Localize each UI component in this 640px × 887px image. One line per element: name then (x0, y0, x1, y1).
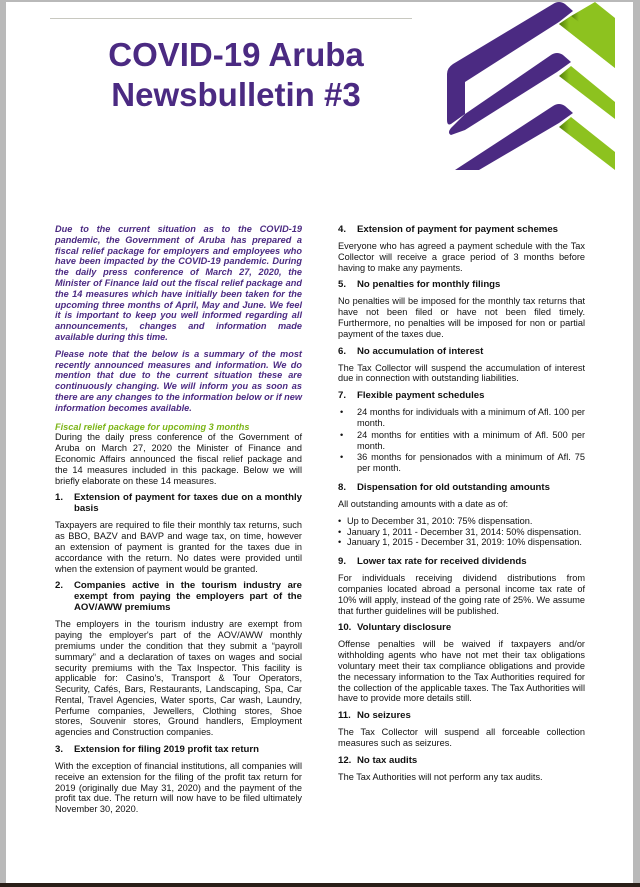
measure-1-body: Taxpayers are required to file their monthly tax returns, such as BBO, BAZV and BAVP and wage tax, on time, however an extension of payment is granted for the taxes due in accordance with the return. No dates were provided until when the extension of payment would be granted. (55, 520, 302, 574)
measure-8-bullet-list (338, 516, 585, 548)
measure-8-heading: 8. Dispensation for old outstanding amounts (338, 481, 550, 493)
bullet-icon: • (338, 515, 342, 526)
list-item: • 24 months for individuals with a minimum of Afl. 100 per month. (340, 407, 585, 428)
measure-4-heading: 4. Extension of payment for payment schemes (338, 224, 558, 235)
bullet-icon: • (338, 526, 342, 537)
measure-5-body: No penalties will be imposed for the monthly tax returns that have not been filed or have not been filed timely. Furthermore, no penalties will be imposed for non or partial payment of the taxes due. (338, 296, 585, 339)
measure-12-body: The Tax Authorities will not perform any tax audits. (338, 771, 543, 782)
bullet-icon: • (340, 452, 344, 463)
fiscal-section-heading: Fiscal relief package for upcoming 3 months (55, 421, 250, 432)
page-title (66, 35, 406, 115)
list-item: • January 1, 2011 - December 31, 2014: 50% dispensation. (338, 526, 582, 537)
bullet-icon: • (340, 407, 344, 418)
measure-3-body: With the exception of financial institutions, all companies will receive an extension for the filing of the profit tax return for 2019 (originally due May 31, 2020) and the payment of the profit tax due. The return will now have to be filed ultimately November 30, 2020. (55, 761, 302, 815)
bottom-edge (0, 883, 640, 887)
measure-7-heading: 7. Flexible payment schedules (338, 390, 485, 402)
measure-10-body: Offense penalties will be waived if taxpayers and/or withholding agents who have not met their tax obligations voluntary meet their tax compliance obligations and provide the necessary information to the Tax Authorities required for the collection of the applicable taxes. The Tax Authorities will have to provide more details still. (338, 639, 585, 704)
measure-4-body: Everyone who has agreed a payment schedule with the Tax Collector will receive a grace period of 3 months before having to make any payments. (338, 241, 585, 273)
measure-8-body: All outstanding amounts with a date as of: (338, 498, 509, 509)
chevron-logo-icon (443, 2, 621, 172)
title-line-1: COVID-19 Aruba (108, 36, 364, 73)
measure-1-heading: 1. Extension of payment for taxes due on a monthly basis (55, 492, 302, 515)
header-rule (50, 18, 412, 19)
measure-11-body: The Tax Collector will suspend all forceable collection measures such as seizures. (338, 727, 585, 748)
list-item: • 36 months for pensionados with a minimum of Afl. 75 per month. (340, 452, 585, 474)
measure-12-heading: 12. No tax audits (338, 754, 418, 766)
fiscal-section-body: During the daily press conference of the Government of Aruba on March 27, 2020 the Minister of Finance and Economic Affairs announced the fiscal relief package and the 14 measures included in this package. Below we will briefly elaborate on these 14 measures. (55, 432, 302, 486)
bullet-icon: • (338, 537, 342, 548)
measure-5-heading: 5. No penalties for monthly filings (338, 279, 501, 291)
measure-2-body: The employers in the tourism industry are exempt from paying the employer's part of the AOV/AWW monthly premiums under the condition that they submit a “payroll summary” and a declaration of taxes on wages and social security premiums with the Tax Inspector. This facility is applicable for: Casino's, Transport & Tour Operators, Security, Cafés, Bars, Restaurants, Landscaping, Spa, Car Rental, Travel Agencies, Water sports, Car wash, Laundry, Perfume companies, Jewellers, Clothing stores, Shoe stores, Souvenir stores, Ground handlers, Employment agencies and Construction companies. (55, 619, 302, 738)
measure-6-body: The Tax Collector will suspend the accumulation of interest due in connection with outstanding liabilities. (338, 362, 585, 384)
bullet-icon: • (340, 429, 344, 440)
measure-10-heading: 10. Voluntary disclosure (338, 622, 452, 634)
measure-11-heading: 11. No seizures (338, 710, 411, 722)
document-page (6, 2, 633, 883)
left-column (55, 224, 302, 821)
list-item: • 24 months for entities with a minimum of Afl. 500 per month. (340, 429, 585, 451)
list-item: • January 1, 2015 - December 31, 2019: 10% dispensation. (338, 537, 582, 548)
list-item: • Up to December 31, 2010: 75% dispensation. (338, 515, 533, 526)
measure-6-heading: 6. No accumulation of interest (338, 345, 484, 357)
title-line-2: Newsbulletin #3 (111, 76, 361, 113)
intro-paragraph-2: Please note that the below is a summary of the most recently announced measures and information. We do mention that due to the current situation these are continuously changing. We will inform you as soon as there are any changes to the information below or if new information becomes available. (55, 348, 302, 413)
measure-9-body: For individuals receiving dividend distributions from companies located abroad a personal income tax rate of 10% will apply, instead of the going rate of 25%. We assume that further guidelines will be published. (338, 573, 585, 616)
right-column (338, 224, 585, 789)
measure-3-heading: 3. Extension for filing 2019 profit tax return (55, 744, 259, 756)
measure-9-heading: 9. Lower tax rate for received dividends (338, 556, 527, 568)
measure-7-bullet-list (338, 407, 585, 474)
intro-paragraph-1: Due to the current situation as to the COVID-19 pandemic, the Government of Aruba has prepared a fiscal relief package for employers and employees who have been impacted by the COVID-19 pandemic. During the daily press conference of March 27, 2020, the Minister of Finance laid out the fiscal relief package and the 14 measures which have initially been taken for the upcoming three months of April, May and June. We feel it is important to keep you well informed regarding all announcements, changes and information made available during this time. (55, 224, 302, 342)
measure-2-heading: 2. Companies active in the tourism industry are exempt from paying the employers part of the AOV/AWW premiums (55, 580, 302, 614)
